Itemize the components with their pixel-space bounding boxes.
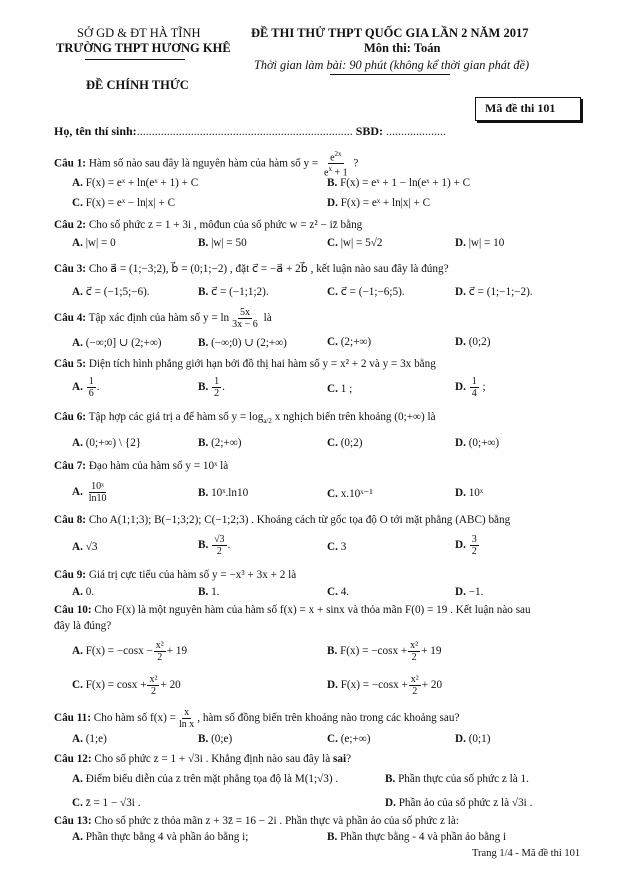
- official-label: ĐỀ CHÍNH THỨC: [86, 78, 189, 92]
- option-1a[interactable]: A. F(x) = eˣ + ln(eˣ + 1) + C: [72, 177, 199, 189]
- option-7c[interactable]: C. x.10ˣ⁻¹: [327, 488, 373, 500]
- time-underline: [330, 74, 450, 75]
- question-5: Câu 5: Diện tích hình phẳng giới hạn bởi đồ thị hai hàm số y = x² + 2 và y = 3x bằng: [54, 358, 436, 370]
- option-8d[interactable]: D. $\frac{3}{2}$: [455, 534, 477, 557]
- option-6c[interactable]: C. (0;2): [327, 437, 363, 449]
- school-name: TRƯỜNG THPT HƯƠNG KHÊ: [56, 41, 231, 55]
- question-10: Câu 10: Cho F(x) là một nguyên hàm của hàm số f(x) = x + sinx và thỏa mãn F(0) = 19 . Kết luận nào sau: [54, 604, 531, 616]
- question-6: Câu 6: Tập hợp các giá trị a để hàm số $y = \log_{a/2} x$ nghịch biến trên khoảng (0;+∞) là: [54, 411, 436, 426]
- option-6a[interactable]: A. (0;+∞) \ {2}: [72, 437, 142, 449]
- option-4c[interactable]: C. (2;+∞): [327, 336, 372, 348]
- option-5a[interactable]: A. $\frac{1}{6}$ .: [72, 376, 100, 399]
- option-7d[interactable]: D. 10ˣ: [455, 487, 484, 499]
- exam-subject: Môn thi: Toán: [364, 41, 441, 55]
- option-13a[interactable]: A. Phần thực bằng 4 và phần ảo bằng i;: [72, 831, 249, 843]
- option-11d[interactable]: D. (0;1): [455, 733, 491, 745]
- option-5c[interactable]: C. 1 ;: [327, 383, 353, 395]
- option-5d[interactable]: D. $\frac{1}{4}$ ;: [455, 376, 486, 399]
- option-8a[interactable]: A. √3: [72, 541, 98, 553]
- sbd-label: SBD:: [355, 124, 384, 138]
- option-2c[interactable]: C. |w| = 5√2: [327, 237, 383, 249]
- option-3b[interactable]: B. c⃗ = (−1;1;2).: [198, 286, 269, 298]
- question-8: Câu 8: Cho A(1;1;3); B(−1;3;2); C(−1;2;3) . Khoảng cách từ gốc tọa độ O tới mặt phẳng (ABC) bằng: [54, 514, 511, 526]
- fraction: $\frac{e^{2x}}{e^x + 1}$: [324, 150, 348, 179]
- question-11: Câu 11: Cho hàm số f(x) = $\frac{x}{\text{ln x}}$ , hàm số đồng biến trên khoảng nào trong các khoảng sau?: [54, 707, 460, 730]
- exam-time: Thời gian làm bài: 90 phút (không kể thời gian phát đề): [254, 58, 530, 72]
- option-11a[interactable]: A. (1;e): [72, 733, 107, 745]
- option-10d[interactable]: D. F(x) = −cosx + $\frac{\text{x²}}{2}$ + 20: [327, 674, 443, 697]
- question-number: Câu 1:: [54, 157, 87, 170]
- sbd-dots[interactable]: ....................: [386, 124, 447, 138]
- question-9: Câu 9: Giá trị cực tiểu của hàm số y = −x³ + 3x + 2 là: [54, 569, 297, 581]
- question-13: Câu 13: Cho số phức z thỏa mãn z + 3z̄ = 16 − 2i . Phần thực và phần ảo của số phức z là:: [54, 815, 459, 827]
- option-4b[interactable]: B. (−∞;0) ∪ (2;+∞): [198, 337, 287, 349]
- question-10-cont: đây là đúng?: [54, 620, 112, 632]
- option-12d[interactable]: D. Phần ảo của số phức z là √3i .: [385, 797, 533, 809]
- dept-name: SỞ GD & ĐT HÀ TĨNH: [77, 26, 201, 40]
- option-3a[interactable]: A. c⃗ = (−1;5;−6).: [72, 286, 150, 298]
- page-footer: Trang 1/4 - Mã đề thi 101: [472, 848, 581, 859]
- exam-code: Mã đề thi 101: [485, 101, 556, 115]
- question-expr: y =: [303, 157, 319, 170]
- option-10b[interactable]: B. F(x) = −cosx + $\frac{\text{x²}}{2}$ + 19: [327, 640, 442, 663]
- option-12c[interactable]: C. z̄ = 1 − √3i .: [72, 797, 141, 809]
- option-8b[interactable]: B. $\frac{√3}{2}$ .: [198, 534, 231, 557]
- question-3: Câu 3: Cho a⃗ = (1;−3;2), b⃗ = (0;1;−2) , đặt c⃗ = −a⃗ + 2b⃗ , kết luận nào sau đây là đúng?: [54, 263, 449, 275]
- option-7b[interactable]: B. 10ˣ.ln10: [198, 487, 249, 499]
- option-2d[interactable]: D. |w| = 10: [455, 237, 505, 249]
- question-12: Câu 12: Cho số phức z = 1 + √3i . Khẳng định nào sau đây là sai?: [54, 753, 352, 765]
- name-label: Họ, tên thí sinh:: [54, 124, 137, 138]
- option-3d[interactable]: D. c⃗ = (1;−1;−2).: [455, 286, 533, 298]
- option-1d[interactable]: D. F(x) = eˣ + ln|x| + C: [327, 197, 431, 209]
- question-4: Câu 4: Tập xác định của hàm số y = ln $\frac{5x}{3x - 6}$ là: [54, 307, 272, 330]
- option-2a[interactable]: A. |w| = 0: [72, 237, 116, 249]
- question-7: Câu 7: Đạo hàm của hàm số y = 10ˣ là: [54, 460, 229, 472]
- question-2: Câu 2: Cho số phức z = 1 + 3i , môđun của số phức w = z² − iz̄ bằng: [54, 219, 363, 231]
- option-8c[interactable]: C. 3: [327, 541, 347, 553]
- option-9d[interactable]: D. −1.: [455, 586, 484, 598]
- option-9a[interactable]: A. 0.: [72, 586, 95, 598]
- fraction: $\frac{5x}{3x - 6}$: [232, 307, 258, 330]
- question-1: Câu 1: Hàm số nào sau đây là nguyên hàm của hàm số y = $\frac{e^{2x}}{e^x + 1}$ ?: [54, 150, 359, 179]
- option-1b[interactable]: B. F(x) = eˣ + 1 − ln(eˣ + 1) + C: [327, 177, 471, 189]
- option-1c[interactable]: C. F(x) = eˣ − ln|x| + C: [72, 197, 176, 209]
- option-13b[interactable]: B. Phần thực bằng - 4 và phần ảo bằng i: [327, 831, 507, 843]
- option-7a[interactable]: A. $\frac{\text{10ˣ}}{\ln 10}$: [72, 481, 107, 504]
- question-text: Hàm số nào sau đây là nguyên hàm của hàm số: [88, 157, 301, 170]
- option-12a[interactable]: A. Điểm biểu diễn của z trên mặt phẳng tọa độ là M(1;√3) .: [72, 773, 339, 785]
- option-4a[interactable]: A. (−∞;0] ∪ (2;+∞): [72, 337, 162, 349]
- option-6b[interactable]: B. (2;+∞): [198, 437, 242, 449]
- option-9c[interactable]: C. 4.: [327, 586, 350, 598]
- student-line: [54, 124, 446, 139]
- option-12b[interactable]: B. Phần thực của số phức z là 1.: [385, 773, 529, 785]
- option-10a[interactable]: A. F(x) = −cosx − $\frac{\text{x²}}{2}$ + 19: [72, 640, 188, 663]
- option-6d[interactable]: D. (0;+∞): [455, 437, 500, 449]
- option-11b[interactable]: B. (0;e): [198, 733, 233, 745]
- option-4d[interactable]: D. (0;2): [455, 336, 491, 348]
- option-3c[interactable]: C. c⃗ = (−1;−6;5).: [327, 286, 405, 298]
- option-11c[interactable]: C. (e;+∞): [327, 733, 371, 745]
- option-9b[interactable]: B. 1.: [198, 586, 220, 598]
- exam-title: ĐỀ THI THỬ THPT QUỐC GIA LẦN 2 NĂM 2017: [251, 26, 529, 40]
- option-10c[interactable]: C. F(x) = cosx + $\frac{\text{x²}}{2}$ + 20: [72, 674, 181, 697]
- option-5b[interactable]: B. $\frac{1}{2}$ .: [198, 376, 225, 399]
- name-dots[interactable]: ........................................................................: [136, 124, 353, 138]
- school-underline: [85, 59, 185, 60]
- option-2b[interactable]: B. |w| = 50: [198, 237, 247, 249]
